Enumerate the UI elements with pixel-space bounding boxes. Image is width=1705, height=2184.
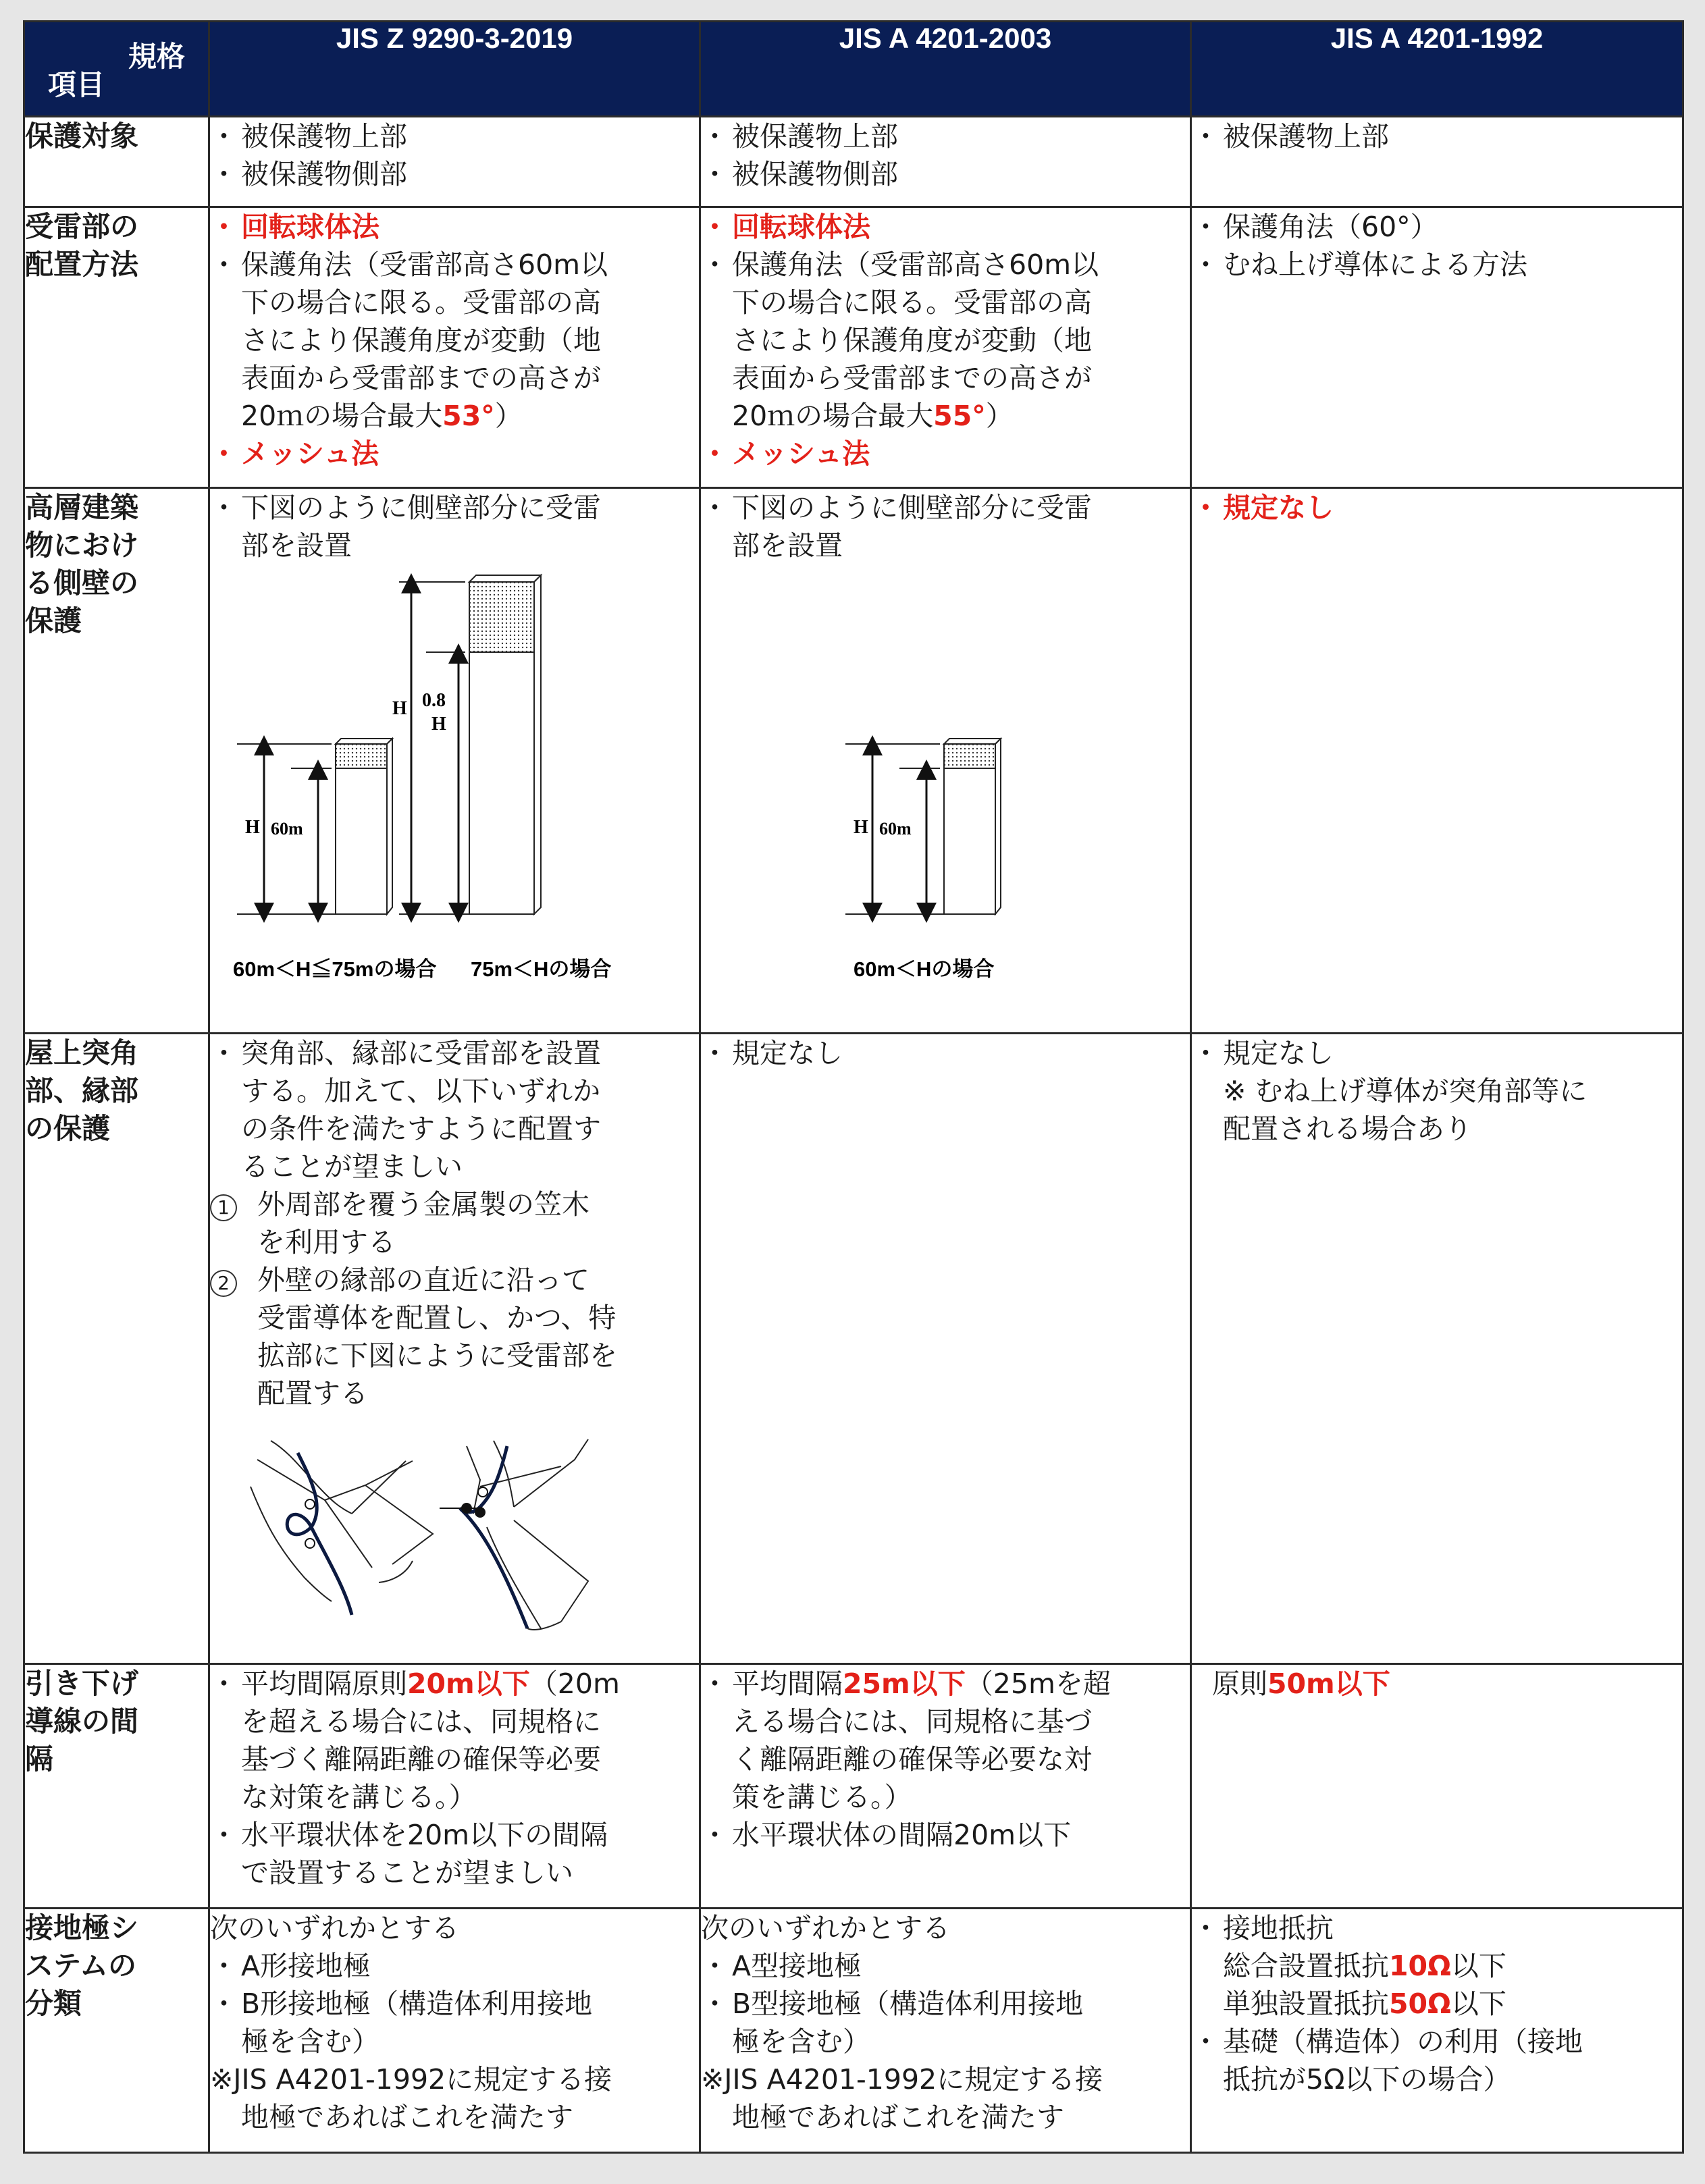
cell-down-conductor-c3: 原則50m以下: [1191, 1664, 1683, 1909]
cell-side-wall-c2: ・ 下図のように側壁部分に受雷 部を設置 H 60m 60m＜Hの場合: [700, 488, 1191, 1034]
list-item: ・ 保護角法（受雷部高さ60m以: [210, 248, 608, 281]
list-item: ・ B型接地極（構造体利用接地: [701, 1988, 1084, 2020]
label-60m: 60m: [271, 819, 303, 838]
circled-number: 1: [210, 1194, 237, 1221]
list-item: ・ 接地抵抗: [1192, 1912, 1334, 1944]
circled-number: 2: [210, 1270, 237, 1297]
cell-earthing-c2: 次のいずれかとする ・ A型接地極 ・ B型接地極（構造体利用接地 極を含む） ※JIS A4201-1992に規定する接 地極であればこれを満たす: [700, 1909, 1191, 2153]
list-item: ・ 回転球体法: [701, 211, 870, 243]
header-corner-cell: [24, 22, 209, 117]
list-item: ・ 被保護物上部: [1192, 120, 1389, 153]
conductor-right: [460, 1446, 527, 1628]
header-row: [24, 22, 1683, 117]
list-item: ・ メッシュ法: [210, 437, 379, 470]
list-item: ・ 水平環状体を20m以下の間隔: [210, 1819, 608, 1851]
label-60m: 60m: [879, 819, 912, 838]
header-item-label: 項目: [48, 69, 105, 101]
list-item: ・ 規定なし: [1192, 1037, 1334, 1069]
list-item: ・ 被保護物側部: [210, 158, 407, 190]
list-item: ・ 平均間隔原則20m以下（20m: [210, 1668, 620, 1700]
row-label-roof-edge: 屋上突角 部、縁部 の保護: [24, 1034, 209, 1664]
cell-protection-target-c2: [700, 117, 1191, 207]
label-h2: H: [431, 714, 446, 735]
header-col-jis-a-4201-2003: JIS A 4201-2003: [700, 22, 1191, 117]
list-item: ・ 被保護物側部: [701, 158, 898, 190]
row-down-conductor: [24, 1664, 1683, 1909]
cell-protection-target-c3: [1191, 117, 1683, 207]
caption-60-plus: 60m＜Hの場合: [854, 957, 995, 981]
label-h: H: [245, 817, 260, 838]
cell-roof-edge-c3: ・ 規定なし ※ むね上げ導体が突角部等に 配置される場合あり: [1191, 1034, 1683, 1664]
roof-edge-diagram: [210, 1426, 615, 1642]
list-item: ・ むね上げ導体による方法: [1192, 248, 1527, 281]
cell-placement-c2: ・ 回転球体法 ・ 保護角法（受雷部高さ60m以 下の場合に限る。受雷部の高 さにより保護角度が変動（地 表面から受雷部までの高さが 20ｍの場合最大55°） ・ メッシュ法: [700, 207, 1191, 488]
list-item: ・ 下図のように側壁部分に受雷: [210, 491, 601, 524]
label-h: H: [854, 817, 868, 838]
building-short: [336, 739, 392, 914]
label-h-tall: H: [392, 698, 407, 719]
cell-side-wall-c1: ・ 下図のように側壁部分に受雷 部を設置 H 60m H 0.8 H 60m＜H≦75mの場合 75m＜Hの場合: [209, 488, 700, 1034]
row-label-down-conductor: 引き下げ 導線の間 隔: [24, 1664, 209, 1909]
header-col-jis-a-4201-1992: JIS A 4201-1992: [1191, 22, 1683, 117]
cell-placement-c3: [1191, 207, 1683, 488]
air-terminal-point: [305, 1539, 315, 1548]
list-item: ・ A形接地極: [210, 1950, 371, 1982]
list-item: ・ 被保護物上部: [210, 120, 407, 153]
air-terminal-point: [478, 1487, 488, 1497]
comparison-table: [23, 20, 1684, 2154]
cell-roof-edge-c1: ・ 突角部、縁部に受雷部を設置 する。加えて、以下いずれか の条件を満たすように配置す ることが望ましい 1 外周部を覆う金属製の笠木 を利用する 2 外壁の縁部の直近に沿って 受雷導体を配置し、かつ、特 拡部に下図にように受雷部を 配置する: [209, 1034, 700, 1664]
caption-75-plus: 75m＜Hの場合: [471, 957, 612, 981]
list-item: ・ 規定なし: [1192, 491, 1334, 524]
cell-earthing-c3: ・ 接地抵抗 総合設置抵抗10Ω以下 単独設置抵抗50Ω以下 ・ 基礎（構造体）の利用（接地 抵抗が5Ω以下の場合）: [1191, 1909, 1683, 2153]
conductor-left: [287, 1453, 352, 1615]
row-roof-edge: [24, 1034, 1683, 1664]
row-earthing: [24, 1909, 1683, 2153]
row-protection-target: [24, 117, 1683, 207]
cell-roof-edge-c2: [700, 1034, 1191, 1664]
cell-side-wall-c3: [1191, 488, 1683, 1034]
caption-60-75: 60m＜H≦75mの場合: [233, 957, 437, 981]
list-item: ・ 突角部、縁部に受雷部を設置: [210, 1037, 601, 1069]
air-terminal-point: [305, 1499, 315, 1509]
cell-protection-target-c1: [209, 117, 700, 207]
label-08: 0.8: [422, 690, 446, 711]
list-item: ・ メッシュ法: [701, 437, 870, 470]
building-tall: [469, 575, 541, 914]
cell-down-conductor-c1: ・ 平均間隔原則20m以下（20m を超える場合には、同規格に 基づく離隔距離の確保等必要 な対策を講じる。） ・ 水平環状体を20m以下の間隔 で設置することが望ましい: [209, 1664, 700, 1909]
list-item: ・ 下図のように側壁部分に受雷: [701, 491, 1092, 524]
row-label-earthing: 接地極シ ステムの 分類: [24, 1909, 209, 2153]
building-short: [944, 739, 1001, 914]
list-item: ・ 平均間隔25m以下（25mを超: [701, 1668, 1111, 1700]
list-item: ・ A型接地極: [701, 1950, 862, 1982]
list-item: ・ 回転球体法: [210, 211, 379, 243]
corner-sketch-right: [467, 1439, 588, 1630]
list-item: ・ 水平環状体の間隔20m以下: [701, 1819, 1072, 1851]
cell-earthing-c1: 次のいずれかとする ・ A形接地極 ・ B形接地極（構造体利用接地 極を含む） ※JIS A4201-1992に規定する接 地極であればこれを満たす: [209, 1909, 700, 2153]
row-label-protection-target: 保護対象: [24, 117, 209, 207]
list-item: ・ 被保護物上部: [701, 120, 898, 153]
row-placement-method: [24, 207, 1683, 488]
numbered-item: 2 外壁の縁部の直近に沿って: [210, 1261, 699, 1299]
corner-sketch-left: [251, 1441, 433, 1601]
side-wall-diagram-jis-a-2003: [687, 564, 1147, 1003]
list-item: ・ B形接地極（構造体利用接地: [210, 1988, 593, 2020]
list-item: ・ 基礎（構造体）の利用（接地: [1192, 2025, 1583, 2058]
list-item: ・ 規定なし: [701, 1037, 843, 1069]
numbered-item: 1 外周部を覆う金属製の笠木: [210, 1186, 699, 1223]
side-wall-diagram-jis-z: [196, 564, 656, 1003]
terminal-dot: [461, 1503, 472, 1514]
cell-placement-c1: ・ 回転球体法 ・ 保護角法（受雷部高さ60m以 下の場合に限る。受雷部の高 さにより保護角度が変動（地 表面から受雷部までの高さが 20ｍの場合最大53°） ・ メッシュ法: [209, 207, 700, 488]
row-label-side-wall: 高層建築 物におけ る側壁の 保護: [24, 488, 209, 1034]
list-item: ・ 保護角法（60°）: [1192, 211, 1438, 243]
cell-down-conductor-c2: ・ 平均間隔25m以下（25mを超 える場合には、同規格に基づ く離隔距離の確保等必要な対 策を講じる。） ・ 水平環状体の間隔20m以下: [700, 1664, 1191, 1909]
terminal-dot: [475, 1507, 486, 1518]
row-side-wall: [24, 488, 1683, 1034]
row-label-placement-method: 受雷部の 配置方法: [24, 207, 209, 488]
header-col-jis-z-9290: JIS Z 9290-3-2019: [209, 22, 700, 117]
header-standard-label: 規格: [128, 41, 185, 72]
list-item: ・ 保護角法（受雷部高さ60m以: [701, 248, 1099, 281]
